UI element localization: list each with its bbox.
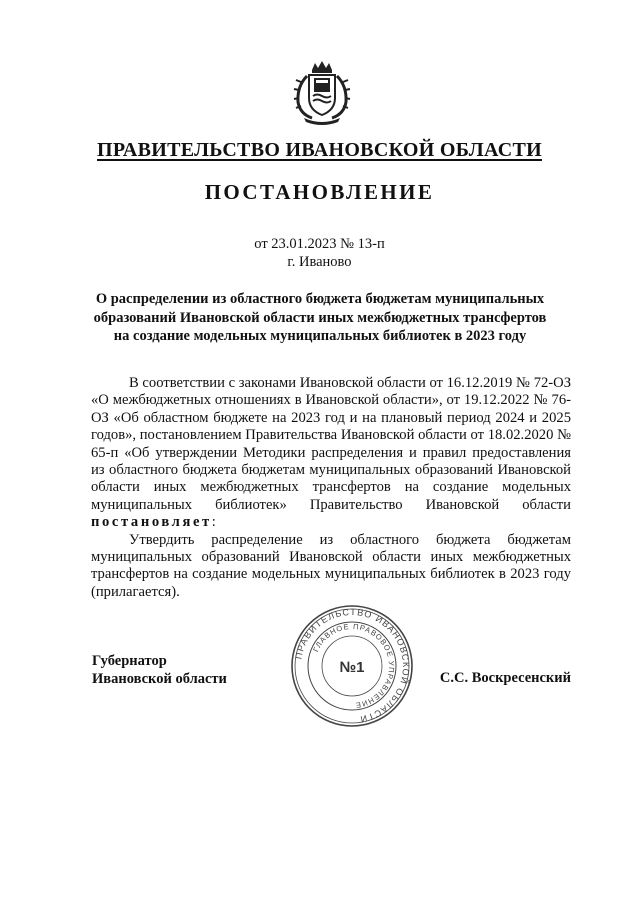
- resolution-keyword: постановляет: [91, 514, 212, 531]
- signer-post: [92, 653, 227, 688]
- svg-text:ПРАВИТЕЛЬСТВО ИВАНОВСКОЙ ОБЛАС: ПРАВИТЕЛЬСТВО ИВАНОВСКОЙ ОБЛАСТИ: [293, 606, 412, 725]
- document-city: г. Иваново: [287, 254, 352, 270]
- stamp-number: №1: [339, 659, 365, 676]
- subject-line: образований Ивановской области иных межбюджетных трансфертов: [93, 309, 547, 326]
- signer-post-line: Губернатор: [92, 653, 167, 669]
- signer-post-line: Ивановской области: [92, 670, 227, 687]
- official-stamp: [290, 604, 414, 728]
- signer-name: С.С. Воскресенский: [439, 670, 571, 686]
- document-date-number: от 23.01.2023 № 13-п: [254, 236, 385, 252]
- body-paragraph: Утвердить распределение из областного бюджета бюджетам муниципальных образований Ивановской области иных межбюджетных трансфертов на создание модельных муниципальных библиотек в 2023 году (прилагается).: [91, 531, 571, 600]
- document-type: ПОСТАНОВЛЕНИЕ: [204, 180, 435, 204]
- body-paragraph: [91, 375, 571, 532]
- subject-line: О распределении из областного бюджета бюджетам муниципальных: [95, 291, 545, 307]
- svg-text:ГЛАВНОЕ ПРАВОВОЕ УПРАВЛЕНИЕ: ГЛАВНОЕ ПРАВОВОЕ УПРАВЛЕНИЕ: [311, 621, 397, 710]
- government-title: ПРАВИТЕЛЬСТВО ИВАНОВСКОЙ ОБЛАСТИ: [97, 139, 542, 161]
- subject-line: на создание модельных муниципальных библиотек в 2023 году: [113, 328, 527, 344]
- coat-of-arms-icon: [292, 60, 352, 126]
- document-subject: [80, 290, 560, 346]
- paragraph-punctuation: :: [211, 514, 216, 531]
- paragraph-text: В соответствии с законами Ивановской области от 16.12.2019 № 72-ОЗ «О межбюджетных отношениях в Ивановской области», от 19.12.2022 № 76-ОЗ «Об областном бюджете на 2023 год и на плановый период 2024 и 2025 годов», постановлением Правительства Ивановской области от 18.02.2020 № 65-п «Об утверждении Методики распределения и правил предоставления из областного бюджета бюджетам муниципальных образований Ивановской области иных межбюджетных трансфертов на создание модельных муниципальных библиотек» Правительство Ивановской области: [91, 375, 571, 513]
- document-body: [91, 375, 571, 601]
